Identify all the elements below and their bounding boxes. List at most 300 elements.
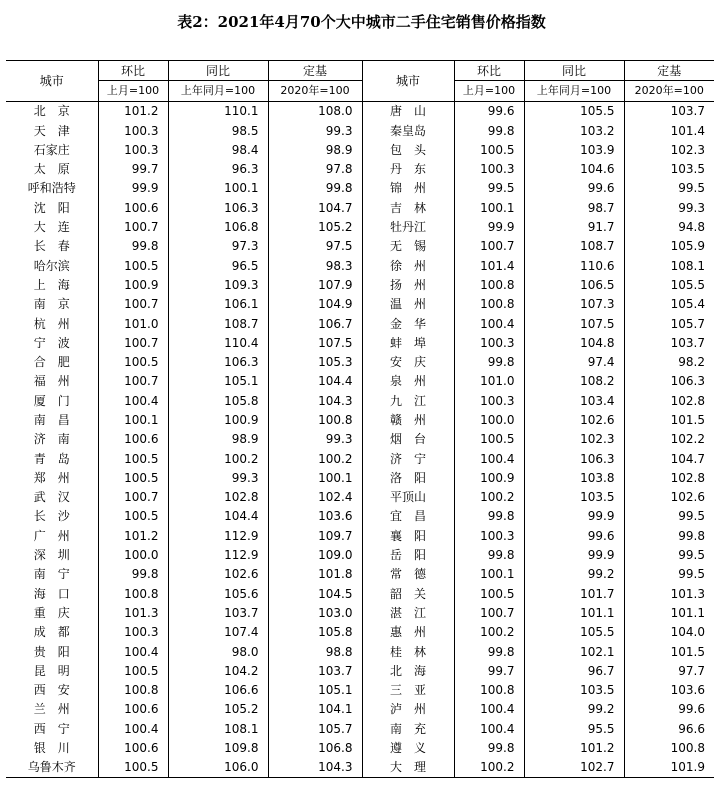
base-cell-left: 104.1 <box>268 700 362 719</box>
base-cell-right: 101.4 <box>624 121 714 140</box>
base-cell-left: 105.8 <box>268 623 362 642</box>
yoy-cell-left: 103.7 <box>168 603 268 622</box>
mom-cell-right: 99.8 <box>454 738 524 757</box>
base-subheader-left: 2020年=100 <box>268 81 362 101</box>
mom-cell-left: 100.8 <box>98 681 168 700</box>
city-cell-right: 唐 山 <box>362 101 454 121</box>
city-cell-right: 泉 州 <box>362 372 454 391</box>
mom-cell-right: 99.6 <box>454 101 524 121</box>
mom-cell-right: 100.3 <box>454 333 524 352</box>
city-cell-right: 桂 林 <box>362 642 454 661</box>
city-cell-right: 包 头 <box>362 140 454 159</box>
yoy-header-left: 同比 <box>168 61 268 81</box>
mom-cell-left: 100.3 <box>98 121 168 140</box>
city-cell-left: 银 川 <box>33 741 70 756</box>
table-row <box>6 603 714 622</box>
mom-cell-right: 100.7 <box>454 237 524 256</box>
table-row <box>6 410 714 429</box>
city-cell-left: 深 圳 <box>33 548 70 563</box>
base-cell-left: 103.7 <box>268 661 362 680</box>
mom-cell-right: 100.1 <box>454 198 524 217</box>
base-cell-right: 103.6 <box>624 681 714 700</box>
city-cell-right: 锦 州 <box>362 179 454 198</box>
base-cell-left: 104.7 <box>268 198 362 217</box>
base-cell-right: 101.5 <box>624 642 714 661</box>
base-cell-right: 99.8 <box>624 526 714 545</box>
yoy-cell-left: 112.9 <box>168 526 268 545</box>
base-cell-left: 109.0 <box>268 545 362 564</box>
table-row <box>6 159 714 178</box>
yoy-cell-left: 99.3 <box>168 468 268 487</box>
mom-cell-left: 99.9 <box>98 179 168 198</box>
base-cell-left: 100.1 <box>268 468 362 487</box>
mom-cell-right: 100.3 <box>454 391 524 410</box>
city-header-left: 城市 <box>6 61 98 102</box>
yoy-cell-right: 106.3 <box>524 449 624 468</box>
base-cell-right: 99.5 <box>624 179 714 198</box>
yoy-cell-left: 102.6 <box>168 565 268 584</box>
base-cell-right: 108.1 <box>624 256 714 275</box>
yoy-cell-left: 98.0 <box>168 642 268 661</box>
base-cell-right: 99.5 <box>624 565 714 584</box>
mom-cell-left: 99.7 <box>98 159 168 178</box>
city-cell-left: 乌鲁木齐 <box>6 758 98 778</box>
table-row <box>6 584 714 603</box>
yoy-cell-left: 105.8 <box>168 391 268 410</box>
city-cell-right: 南 充 <box>362 719 454 738</box>
city-cell-left: 哈尔滨 <box>33 258 70 273</box>
table-row <box>6 372 714 391</box>
mom-cell-left: 101.2 <box>98 101 168 121</box>
base-cell-right: 106.3 <box>624 372 714 391</box>
base-cell-right: 99.5 <box>624 507 714 526</box>
mom-cell-left: 100.4 <box>98 719 168 738</box>
yoy-subheader-left: 上年同月=100 <box>168 81 268 101</box>
mom-cell-left: 101.0 <box>98 314 168 333</box>
yoy-cell-right: 99.9 <box>524 545 624 564</box>
base-subheader-right: 2020年=100 <box>624 81 714 101</box>
table-row <box>6 198 714 217</box>
mom-cell-right: 100.5 <box>454 430 524 449</box>
base-cell-left: 105.7 <box>268 719 362 738</box>
yoy-subheader-right: 上年同月=100 <box>524 81 624 101</box>
yoy-cell-right: 95.5 <box>524 719 624 738</box>
city-cell-right: 温 州 <box>362 295 454 314</box>
mom-cell-right: 100.2 <box>454 758 524 778</box>
base-cell-right: 102.3 <box>624 140 714 159</box>
yoy-cell-right: 110.6 <box>524 256 624 275</box>
base-cell-left: 109.7 <box>268 526 362 545</box>
table-row <box>6 526 714 545</box>
mom-cell-left: 100.5 <box>98 468 168 487</box>
city-cell-left: 西 宁 <box>33 721 70 736</box>
yoy-cell-left: 110.1 <box>168 101 268 121</box>
city-cell-left: 宁 波 <box>33 335 70 350</box>
mom-header-left: 环比 <box>98 61 168 81</box>
mom-cell-right: 101.0 <box>454 372 524 391</box>
base-cell-right: 102.2 <box>624 430 714 449</box>
city-cell-right: 北 海 <box>362 661 454 680</box>
mom-cell-left: 100.7 <box>98 372 168 391</box>
base-cell-right: 99.3 <box>624 198 714 217</box>
city-cell-right: 泸 州 <box>362 700 454 719</box>
city-cell-left: 沈 阳 <box>33 200 70 215</box>
city-cell-right: 洛 阳 <box>362 468 454 487</box>
table-row <box>6 140 714 159</box>
table-row <box>6 545 714 564</box>
table-row <box>6 256 714 275</box>
base-cell-right: 102.8 <box>624 391 714 410</box>
mom-cell-left: 100.7 <box>98 295 168 314</box>
yoy-cell-right: 103.9 <box>524 140 624 159</box>
base-cell-right: 105.9 <box>624 237 714 256</box>
base-cell-right: 103.5 <box>624 159 714 178</box>
page-title: 表2：2021年4月70个大中城市二手住宅销售价格指数 <box>177 13 546 31</box>
city-cell-left: 长 春 <box>33 239 70 254</box>
mom-cell-left: 101.3 <box>98 603 168 622</box>
yoy-cell-right: 91.7 <box>524 217 624 236</box>
yoy-cell-left: 96.5 <box>168 256 268 275</box>
city-cell-right: 三 亚 <box>362 681 454 700</box>
base-cell-left: 105.3 <box>268 352 362 371</box>
city-cell-right: 平顶山 <box>362 488 454 507</box>
yoy-cell-right: 99.2 <box>524 700 624 719</box>
base-cell-right: 96.6 <box>624 719 714 738</box>
city-cell-left: 石家庄 <box>33 142 70 157</box>
city-cell-left: 南 昌 <box>33 412 70 427</box>
base-cell-right: 99.5 <box>624 545 714 564</box>
table-row <box>6 449 714 468</box>
yoy-cell-right: 102.3 <box>524 430 624 449</box>
city-cell-right: 九 江 <box>362 391 454 410</box>
yoy-cell-left: 96.3 <box>168 159 268 178</box>
mom-cell-right: 100.5 <box>454 140 524 159</box>
mom-cell-left: 100.3 <box>98 140 168 159</box>
yoy-cell-left: 105.2 <box>168 700 268 719</box>
mom-cell-right: 100.4 <box>454 719 524 738</box>
base-cell-left: 104.3 <box>268 391 362 410</box>
base-cell-right: 100.8 <box>624 738 714 757</box>
mom-cell-right: 99.8 <box>454 545 524 564</box>
yoy-cell-right: 98.7 <box>524 198 624 217</box>
yoy-cell-left: 109.3 <box>168 275 268 294</box>
yoy-cell-right: 96.7 <box>524 661 624 680</box>
yoy-cell-left: 109.8 <box>168 738 268 757</box>
yoy-cell-left: 108.1 <box>168 719 268 738</box>
yoy-cell-right: 101.1 <box>524 603 624 622</box>
city-cell-left: 兰 州 <box>33 702 70 717</box>
city-cell-right: 岳 阳 <box>362 545 454 564</box>
yoy-cell-left: 97.3 <box>168 237 268 256</box>
table-body <box>6 101 714 777</box>
city-cell-left: 重 庆 <box>33 605 70 620</box>
city-cell-right: 牡丹江 <box>362 217 454 236</box>
yoy-cell-left: 100.2 <box>168 449 268 468</box>
mom-cell-right: 99.9 <box>454 217 524 236</box>
mom-cell-right: 100.4 <box>454 700 524 719</box>
yoy-header-right: 同比 <box>524 61 624 81</box>
mom-cell-left: 100.5 <box>98 758 168 778</box>
table-row <box>6 391 714 410</box>
table-row <box>6 642 714 661</box>
base-cell-left: 108.0 <box>268 101 362 121</box>
city-cell-right: 秦皇岛 <box>362 121 454 140</box>
city-cell-left: 杭 州 <box>33 316 70 331</box>
table-row <box>6 738 714 757</box>
city-cell-right: 赣 州 <box>362 410 454 429</box>
table-row <box>6 430 714 449</box>
yoy-cell-right: 101.7 <box>524 584 624 603</box>
city-cell-left: 武 汉 <box>33 490 70 505</box>
price-index-table <box>6 60 714 778</box>
yoy-cell-left: 105.6 <box>168 584 268 603</box>
yoy-cell-right: 103.4 <box>524 391 624 410</box>
mom-cell-right: 100.2 <box>454 488 524 507</box>
yoy-cell-right: 99.6 <box>524 179 624 198</box>
base-cell-left: 105.2 <box>268 217 362 236</box>
table-row <box>6 468 714 487</box>
mom-cell-left: 100.5 <box>98 661 168 680</box>
base-cell-left: 107.9 <box>268 275 362 294</box>
yoy-cell-right: 105.5 <box>524 623 624 642</box>
base-cell-left: 104.4 <box>268 372 362 391</box>
mom-cell-left: 100.1 <box>98 410 168 429</box>
base-cell-left: 104.3 <box>268 758 362 778</box>
base-cell-left: 103.0 <box>268 603 362 622</box>
table-row <box>6 314 714 333</box>
yoy-cell-left: 106.0 <box>168 758 268 778</box>
city-cell-left: 郑 州 <box>33 470 70 485</box>
base-cell-left: 100.8 <box>268 410 362 429</box>
yoy-cell-left: 106.3 <box>168 352 268 371</box>
table-row <box>6 101 714 121</box>
yoy-cell-right: 97.4 <box>524 352 624 371</box>
table-row <box>6 352 714 371</box>
base-cell-right: 104.7 <box>624 449 714 468</box>
base-cell-left: 98.8 <box>268 642 362 661</box>
city-cell-left: 上 海 <box>33 277 70 292</box>
city-cell-left: 海 口 <box>33 586 70 601</box>
mom-cell-right: 100.8 <box>454 295 524 314</box>
yoy-cell-left: 106.8 <box>168 217 268 236</box>
yoy-cell-left: 104.2 <box>168 661 268 680</box>
yoy-cell-left: 102.8 <box>168 488 268 507</box>
yoy-cell-left: 98.4 <box>168 140 268 159</box>
mom-cell-right: 99.5 <box>454 179 524 198</box>
mom-cell-right: 100.2 <box>454 623 524 642</box>
mom-cell-right: 100.4 <box>454 449 524 468</box>
city-cell-right: 扬 州 <box>362 275 454 294</box>
mom-cell-left: 100.0 <box>98 545 168 564</box>
mom-cell-left: 99.8 <box>98 237 168 256</box>
city-cell-left: 呼和浩特 <box>27 181 76 196</box>
mom-cell-left: 100.7 <box>98 333 168 352</box>
mom-cell-left: 100.4 <box>98 391 168 410</box>
city-cell-right: 济 宁 <box>362 449 454 468</box>
mom-cell-left: 101.2 <box>98 526 168 545</box>
mom-cell-left: 100.5 <box>98 256 168 275</box>
mom-cell-right: 100.3 <box>454 526 524 545</box>
table-row <box>6 681 714 700</box>
base-cell-left: 104.5 <box>268 584 362 603</box>
yoy-cell-right: 99.2 <box>524 565 624 584</box>
mom-cell-right: 100.9 <box>454 468 524 487</box>
base-cell-left: 99.3 <box>268 430 362 449</box>
yoy-cell-right: 108.7 <box>524 237 624 256</box>
base-header-right: 定基 <box>624 61 714 81</box>
table-row <box>6 237 714 256</box>
city-cell-right: 韶 关 <box>362 584 454 603</box>
base-cell-right: 102.6 <box>624 488 714 507</box>
city-cell-left: 合 肥 <box>33 355 70 370</box>
base-cell-left: 104.9 <box>268 295 362 314</box>
base-cell-right: 98.2 <box>624 352 714 371</box>
yoy-cell-left: 112.9 <box>168 545 268 564</box>
yoy-cell-right: 102.7 <box>524 758 624 778</box>
mom-cell-left: 100.9 <box>98 275 168 294</box>
mom-cell-left: 100.4 <box>98 642 168 661</box>
table-row <box>6 565 714 584</box>
base-cell-left: 106.7 <box>268 314 362 333</box>
yoy-cell-left: 98.5 <box>168 121 268 140</box>
city-cell-left: 成 都 <box>33 625 70 640</box>
mom-cell-right: 100.5 <box>454 584 524 603</box>
yoy-cell-left: 105.1 <box>168 372 268 391</box>
table-row <box>6 217 714 236</box>
city-cell-left: 北 京 <box>33 104 70 119</box>
yoy-cell-right: 99.9 <box>524 507 624 526</box>
yoy-cell-left: 98.9 <box>168 430 268 449</box>
city-cell-right: 徐 州 <box>362 256 454 275</box>
mom-cell-left: 100.6 <box>98 700 168 719</box>
mom-cell-left: 100.8 <box>98 584 168 603</box>
base-cell-right: 101.3 <box>624 584 714 603</box>
base-cell-left: 99.8 <box>268 179 362 198</box>
table-row <box>6 121 714 140</box>
yoy-cell-left: 108.7 <box>168 314 268 333</box>
yoy-cell-left: 107.4 <box>168 623 268 642</box>
base-cell-right: 101.5 <box>624 410 714 429</box>
table-row <box>6 758 714 778</box>
yoy-cell-right: 103.5 <box>524 488 624 507</box>
mom-cell-right: 99.8 <box>454 121 524 140</box>
city-cell-right: 安 庆 <box>362 352 454 371</box>
yoy-cell-left: 106.1 <box>168 295 268 314</box>
base-cell-left: 107.5 <box>268 333 362 352</box>
mom-cell-left: 100.5 <box>98 352 168 371</box>
table-row <box>6 295 714 314</box>
yoy-cell-right: 104.6 <box>524 159 624 178</box>
yoy-cell-right: 102.1 <box>524 642 624 661</box>
mom-header-right: 环比 <box>454 61 524 81</box>
base-cell-right: 105.5 <box>624 275 714 294</box>
mom-cell-right: 100.8 <box>454 275 524 294</box>
city-cell-left: 青 岛 <box>33 451 70 466</box>
city-cell-left: 天 津 <box>33 123 70 138</box>
table-row <box>6 507 714 526</box>
header-row <box>6 61 714 81</box>
yoy-cell-right: 105.5 <box>524 101 624 121</box>
mom-cell-left: 100.7 <box>98 217 168 236</box>
city-cell-left: 贵 阳 <box>33 644 70 659</box>
table-row <box>6 179 714 198</box>
base-cell-left: 105.1 <box>268 681 362 700</box>
city-cell-right: 湛 江 <box>362 603 454 622</box>
city-cell-right: 常 德 <box>362 565 454 584</box>
base-cell-right: 99.6 <box>624 700 714 719</box>
table-row <box>6 623 714 642</box>
yoy-cell-right: 104.8 <box>524 333 624 352</box>
yoy-cell-left: 106.3 <box>168 198 268 217</box>
base-cell-left: 103.6 <box>268 507 362 526</box>
yoy-cell-right: 102.6 <box>524 410 624 429</box>
mom-cell-right: 100.0 <box>454 410 524 429</box>
mom-cell-right: 99.8 <box>454 352 524 371</box>
base-cell-right: 105.4 <box>624 295 714 314</box>
mom-cell-left: 100.6 <box>98 198 168 217</box>
city-cell-right: 大 理 <box>362 758 454 778</box>
yoy-cell-right: 107.3 <box>524 295 624 314</box>
mom-cell-right: 99.7 <box>454 661 524 680</box>
base-cell-left: 98.3 <box>268 256 362 275</box>
base-cell-right: 104.0 <box>624 623 714 642</box>
base-cell-right: 101.9 <box>624 758 714 778</box>
city-cell-right: 无 锡 <box>362 237 454 256</box>
table-row <box>6 488 714 507</box>
city-cell-left: 广 州 <box>33 528 70 543</box>
mom-cell-left: 100.5 <box>98 449 168 468</box>
table-row <box>6 719 714 738</box>
base-cell-left: 97.8 <box>268 159 362 178</box>
city-cell-left: 厦 门 <box>33 393 70 408</box>
city-header-right: 城市 <box>362 61 454 102</box>
yoy-cell-right: 108.2 <box>524 372 624 391</box>
city-cell-right: 烟 台 <box>362 430 454 449</box>
mom-cell-left: 99.8 <box>98 565 168 584</box>
base-cell-right: 102.8 <box>624 468 714 487</box>
base-cell-left: 102.4 <box>268 488 362 507</box>
mom-cell-left: 100.7 <box>98 488 168 507</box>
base-cell-left: 98.9 <box>268 140 362 159</box>
city-cell-left: 太 原 <box>33 162 70 177</box>
base-cell-right: 105.7 <box>624 314 714 333</box>
base-cell-right: 103.7 <box>624 333 714 352</box>
base-cell-left: 100.2 <box>268 449 362 468</box>
yoy-cell-left: 100.9 <box>168 410 268 429</box>
city-cell-left: 长 沙 <box>33 509 70 524</box>
city-cell-right: 惠 州 <box>362 623 454 642</box>
yoy-cell-right: 101.2 <box>524 738 624 757</box>
yoy-cell-right: 103.5 <box>524 681 624 700</box>
mom-cell-right: 100.8 <box>454 681 524 700</box>
table-row <box>6 661 714 680</box>
base-cell-right: 94.8 <box>624 217 714 236</box>
yoy-cell-left: 104.4 <box>168 507 268 526</box>
city-cell-right: 宜 昌 <box>362 507 454 526</box>
base-cell-right: 103.7 <box>624 101 714 121</box>
base-cell-left: 99.3 <box>268 121 362 140</box>
mom-cell-right: 101.4 <box>454 256 524 275</box>
base-cell-left: 106.8 <box>268 738 362 757</box>
city-cell-left: 南 京 <box>33 297 70 312</box>
city-cell-right: 襄 阳 <box>362 526 454 545</box>
table-row <box>6 700 714 719</box>
mom-cell-right: 99.8 <box>454 642 524 661</box>
mom-cell-right: 99.8 <box>454 507 524 526</box>
mom-cell-right: 100.3 <box>454 159 524 178</box>
mom-subheader-left: 上月=100 <box>98 81 168 101</box>
city-cell-left: 济 南 <box>33 432 70 447</box>
